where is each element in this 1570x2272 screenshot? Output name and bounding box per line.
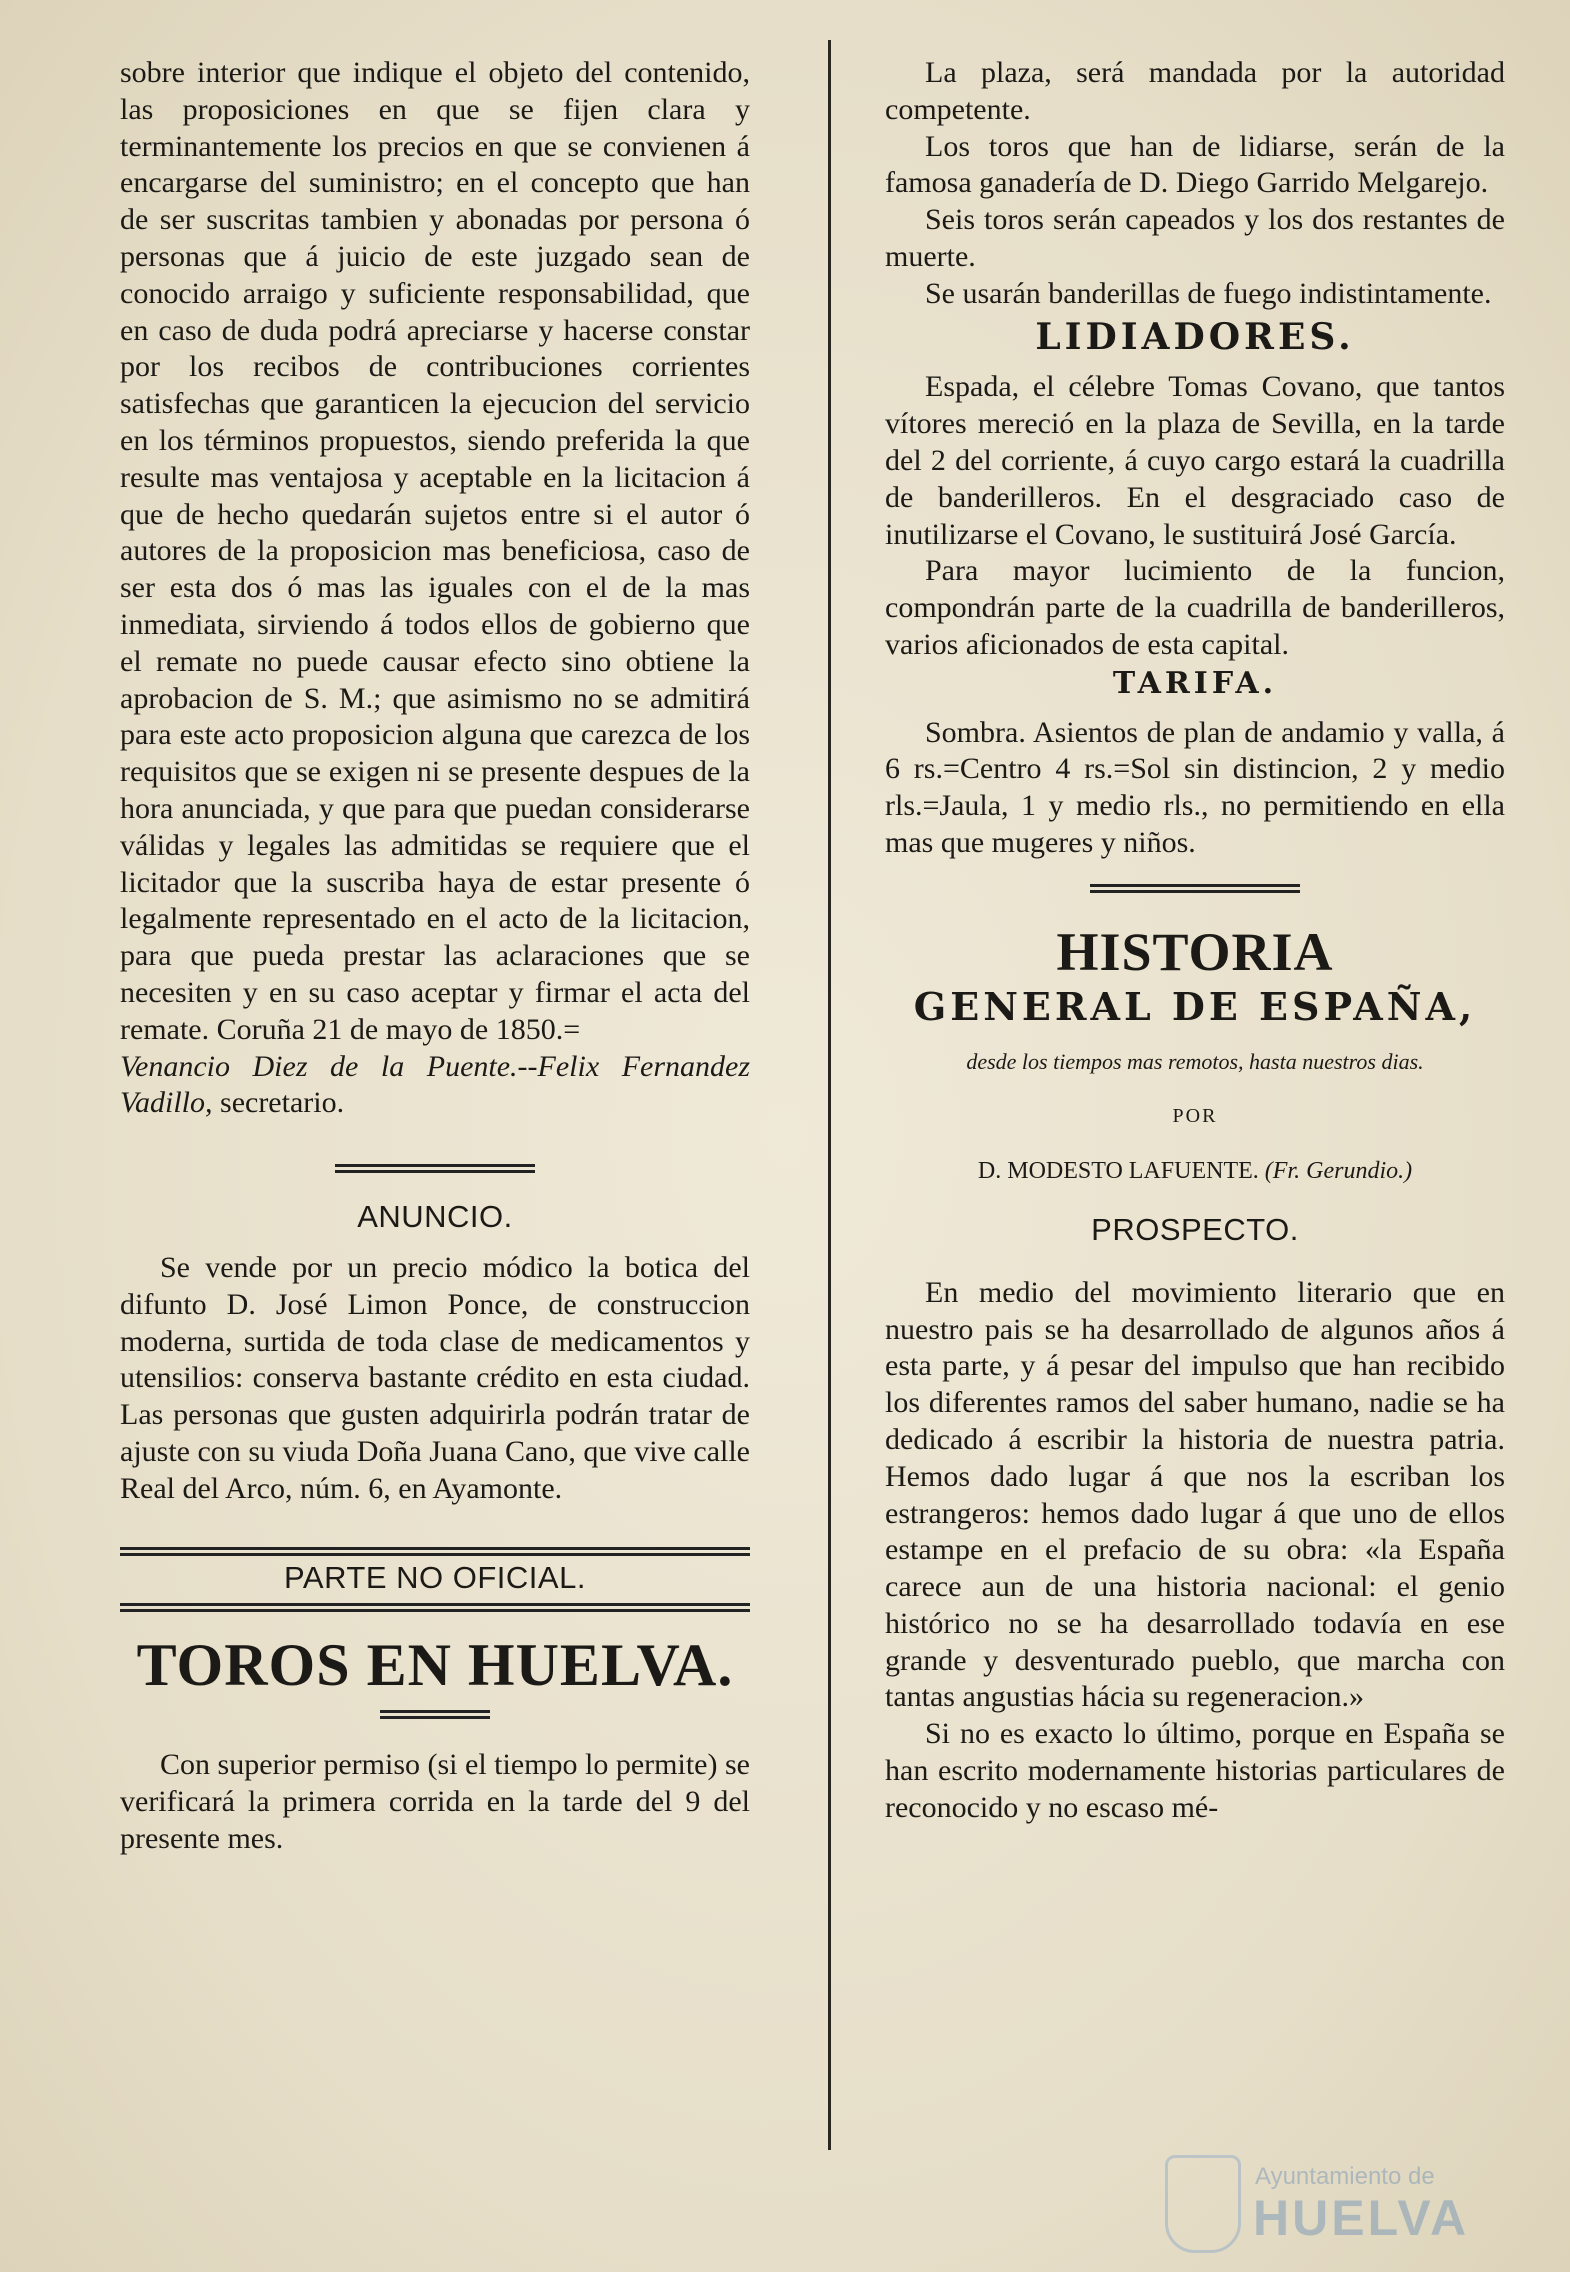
edict-signature — [120, 1049, 750, 1123]
toros-title: TOROS EN HUELVA. — [136, 1632, 734, 1699]
anuncio-heading: ANUNCIO. — [357, 1199, 513, 1235]
banderillas-text: Se usarán banderillas de fuego indistintamente. — [925, 276, 1492, 310]
watermark-line1: Ayuntamiento de — [1255, 2163, 1435, 2190]
aficionados-text: Para mayor lucimiento de la funcion, compondrán parte de la cuadrilla de banderilleros, varios aficionados de esta capital. — [885, 554, 1505, 661]
anuncio-text: Se vende por un precio módico la botica del difunto D. José Limon Ponce, de construccion moderna, surtida de toda clase de medicamentos y utensilios: conserva bastante crédito en esta ciudad. Las personas que gusten adquirirla podrán tratar de ajuste con su viuda Doña Juana Cano, que vive calle Real del Arco, núm. 6, en Ayamonte. — [120, 1250, 750, 1505]
author-alias: (Fr. Gerundio.) — [1264, 1158, 1413, 1185]
ayuntamiento-watermark — [1165, 2155, 1505, 2250]
watermark-line2: HUELVA — [1253, 2190, 1470, 2246]
ganaderia-text: Los toros que han de lidiarse, serán de la famosa ganadería de D. Diego Garrido Melgarejo. — [885, 129, 1505, 200]
section-divider — [335, 1164, 535, 1173]
section-divider — [1090, 884, 1300, 893]
section-divider — [120, 1603, 750, 1612]
city-seal-icon — [1165, 2155, 1241, 2253]
historia-title: HISTORIA — [1056, 921, 1334, 982]
por-label: POR — [1172, 1105, 1218, 1128]
plaza-text: La plaza, será mandada por la autoridad competente. — [885, 56, 1505, 126]
toros-text: Con superior permiso (si el tiempo lo permite) se verificará la primera corrida en la tarde del 9 del presente mes. — [120, 1748, 750, 1855]
left-column — [120, 55, 750, 1858]
espada-text: Espada, el célebre Tomas Covano, que tantos vítores mereció en la plaza de Sevilla, en la tarde del 2 del corriente, á cuyo cargo estará la cuadrilla de banderilleros. En el desgraciado caso de inutilizarse el Covano, le sustituirá José García. — [885, 370, 1505, 551]
tarifa-heading: TARIFA. — [1112, 665, 1278, 701]
tarifa-text: Sombra. Asientos de plan de andamio y valla, á 6 rs.=Centro 4 rs.=Sol sin distincion, 2 y medio rls.=Jaula, 1 y medio rls., no permitiendo en ella mas que mugeres y niños. — [885, 715, 1505, 859]
signature-role: secretario. — [212, 1086, 345, 1120]
column-rule — [828, 40, 831, 2150]
parte-heading: PARTE NO OFICIAL. — [284, 1560, 586, 1596]
historia-subtitle: GENERAL DE ESPAÑA, — [913, 983, 1477, 1029]
prospecto-heading: PROSPECTO. — [1091, 1211, 1299, 1247]
small-divider — [380, 1710, 490, 1719]
edict-text: sobre interior que indique el objeto del contenido, las proposiciones en que se fijen clara y terminantemente los precios en que se convienen á encargarse del suministro; en el concepto que han de ser suscritas tambien y abonadas por persona ó personas que á juicio de este juzgado sean de conocido arraigo y suficiente responsabilidad, que en caso de duda podrá apreciarse y hacerse constar por los recibos de contribuciones corrientes satisfechas que garanticen la ejecucion del servicio en los términos propuestos, siendo preferida la que resulte mas ventajosa y aceptable en la licitacion á que de hecho quedarán sujetos entre si el autor ó autores de la proposicion mas beneficiosa, caso de ser esta dos ó mas las iguales con el de la mas inmediata, sirviendo á todos ellos de gobierno que el remate no puede causar efecto sino obtiene la aprobacion de S. M.; que asimismo no se admitirá para este acto proposicion alguna que carezca de los requisitos que se exigen ni se presente despues de la hora anunciada, y que para que puedan considerarse válidas y legales las admitidas se requiere que el licitador que la suscriba haya de estar presente ó legalmente representado en el acto de la licitacion, para que pueda prestar las aclaraciones que se necesiten y en su caso aceptar y firmar el acta del remate. Coruña 21 de mayo de 1850.= — [120, 56, 750, 1046]
prospecto-continued-text: Si no es exacto lo último, porque en España se han escrito modernamente historias particulares de reconocido y no escaso mé- — [885, 1717, 1505, 1824]
prospecto-text: En medio del movimiento literario que en nuestro pais se ha desarrollado de algunos años á esta parte, y á pesar del impulso que han recibido los diferentes ramos del saber humano, nadie se ha dedicado á escribir la historia de nuestra patria. Hemos dado lugar á que nos la escriban los estrangeros: hemos dado lugar á que uno de ellos estampe en el prefacio de su obra: «la España carece aun de una historia nacional: el genio histórico no se ha desarrollado todavía en ese grande y desventurado pueblo, que marcha con tantas angustias hácia su regeneracion.» — [885, 1275, 1505, 1714]
historia-tagline: desde los tiempos mas remotos, hasta nuestros dias. — [966, 1048, 1424, 1074]
author-line — [885, 1153, 1505, 1190]
section-divider — [120, 1547, 750, 1556]
right-column — [885, 55, 1505, 1827]
signature-names: Venancio Diez de la Puente.--Felix Fernandez Vadillo, — [120, 1049, 750, 1120]
author-name: D. MODESTO LAFUENTE. — [977, 1158, 1259, 1185]
toros-capeados-text: Seis toros serán capeados y los dos restantes de muerte. — [885, 203, 1505, 273]
lidiadores-heading: LIDIADORES. — [1035, 315, 1355, 358]
